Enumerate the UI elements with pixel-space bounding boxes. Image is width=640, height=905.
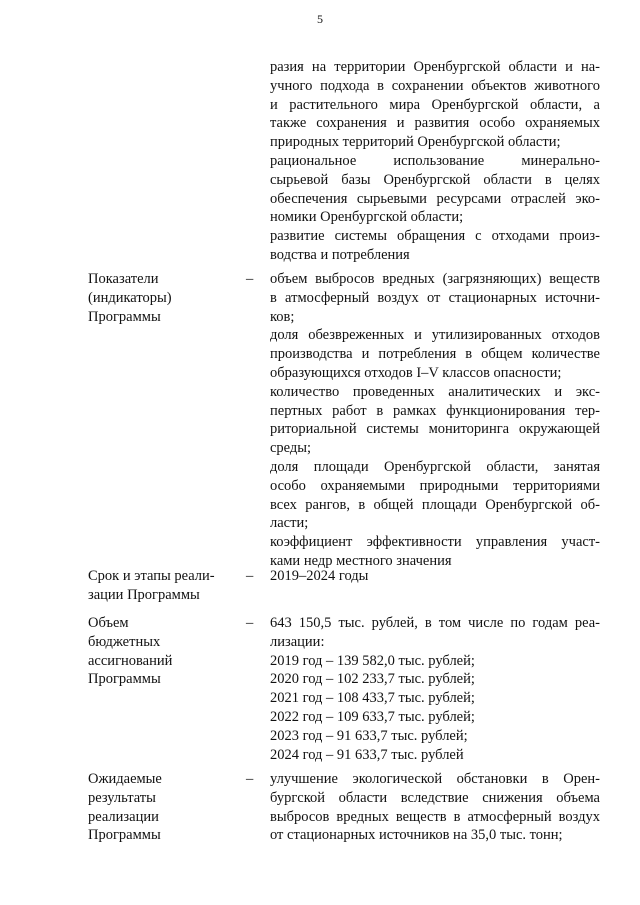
content-line: риториальной системы мониторинга окружающей bbox=[270, 421, 600, 438]
content-line: производства и потребления в общем количестве bbox=[270, 346, 600, 363]
content-line: 2024 год – 91 633,7 тыс. рублей bbox=[270, 746, 464, 763]
label-line: ассигнований bbox=[88, 652, 173, 669]
content-line: разия на территории Оренбургской области и на- bbox=[270, 59, 600, 75]
dash-separator: – bbox=[246, 771, 254, 787]
dash-separator: – bbox=[246, 568, 254, 584]
label-line: Срок и этапы реали- bbox=[88, 568, 215, 584]
content-line: доля площади Оренбургской области, занятая bbox=[270, 458, 600, 475]
section-label bbox=[88, 770, 238, 845]
content-line: доля обезвреженных и утилизированных отходов bbox=[270, 327, 600, 344]
section-content bbox=[270, 770, 600, 845]
content-line: номики Оренбургской области; bbox=[270, 209, 464, 226]
label-line: результаты bbox=[88, 789, 156, 806]
content-line: развитие системы обращения с отходами произ- bbox=[270, 228, 600, 245]
content-line: 2019 год – 139 582,0 тыс. рублей; bbox=[270, 652, 475, 669]
content-line: особо охраняемыми природными территориями bbox=[270, 477, 600, 494]
content-line: рациональное использование минерально- bbox=[270, 152, 600, 169]
label-line: Программы bbox=[88, 308, 161, 325]
label-line: Показатели bbox=[88, 271, 159, 287]
content-line: также сохранения и развития особо охраняемых bbox=[270, 115, 600, 132]
content-line: пертных работ в рамках функционирования тер- bbox=[270, 402, 600, 419]
dash-separator: – bbox=[246, 271, 254, 287]
label-line: Ожидаемые bbox=[88, 771, 162, 787]
content-line: учного подхода в сохранении объектов животного bbox=[270, 77, 600, 94]
content-line: 2019–2024 годы bbox=[270, 568, 369, 584]
section-content bbox=[270, 567, 600, 586]
label-line: Объем bbox=[88, 615, 129, 631]
content-line: 2021 год – 108 433,7 тыс. рублей; bbox=[270, 690, 475, 707]
section-label bbox=[88, 270, 238, 326]
label-line: (индикаторы) bbox=[88, 289, 172, 306]
label-line: бюджетных bbox=[88, 633, 161, 650]
content-line: лизации: bbox=[270, 633, 325, 650]
content-line: улучшение экологической обстановки в Орен- bbox=[270, 771, 600, 787]
dash-separator: – bbox=[246, 615, 254, 631]
content-line: ков; bbox=[270, 308, 295, 325]
section-label bbox=[88, 567, 238, 605]
page-number: 5 bbox=[317, 12, 323, 26]
label-line: Программы bbox=[88, 671, 161, 688]
content-line: среды; bbox=[270, 440, 312, 457]
content-line: всех рангов, в общей площади Оренбургской об- bbox=[270, 496, 600, 513]
label-line: Программы bbox=[88, 827, 161, 844]
content-line: природных территорий Оренбургской области; bbox=[270, 134, 561, 151]
section-content bbox=[270, 270, 600, 571]
content-line: 643 150,5 тыс. рублей, в том числе по годам реа- bbox=[270, 615, 600, 631]
section-content bbox=[270, 58, 600, 265]
label-line: реализации bbox=[88, 808, 159, 825]
section-label bbox=[88, 614, 238, 689]
content-line: 2022 год – 109 633,7 тыс. рублей; bbox=[270, 708, 475, 725]
section-content bbox=[270, 614, 600, 764]
content-line: в атмосферный воздух от стационарных источни- bbox=[270, 289, 600, 306]
content-line: ками недр местного значения bbox=[270, 552, 452, 569]
content-line: 2023 год – 91 633,7 тыс. рублей; bbox=[270, 727, 468, 744]
content-line: образующихся отходов I–V классов опасности; bbox=[270, 364, 562, 381]
content-line: выбросов вредных веществ в атмосферный воздух bbox=[270, 808, 600, 825]
content-line: бургской области вследствие снижения объема bbox=[270, 789, 600, 806]
content-line: водства и потребления bbox=[270, 246, 410, 263]
content-line: объем выбросов вредных (загрязняющих) веществ bbox=[270, 271, 600, 287]
content-line: количество проведенных аналитических и экс- bbox=[270, 383, 600, 400]
label-line: зации Программы bbox=[88, 586, 200, 603]
content-line: сырьевой базы Оренбургской области в целях bbox=[270, 171, 600, 188]
content-line: ласти; bbox=[270, 515, 309, 532]
content-line: коэффициент эффективности управления участ- bbox=[270, 534, 600, 551]
content-line: 2020 год – 102 233,7 тыс. рублей; bbox=[270, 671, 475, 688]
content-line: обеспечения сырьевыми ресурсами отраслей эко- bbox=[270, 190, 600, 207]
content-line: от стационарных источников на 35,0 тыс. тонн; bbox=[270, 827, 563, 844]
content-line: и растительного мира Оренбургской области, а bbox=[270, 96, 600, 113]
